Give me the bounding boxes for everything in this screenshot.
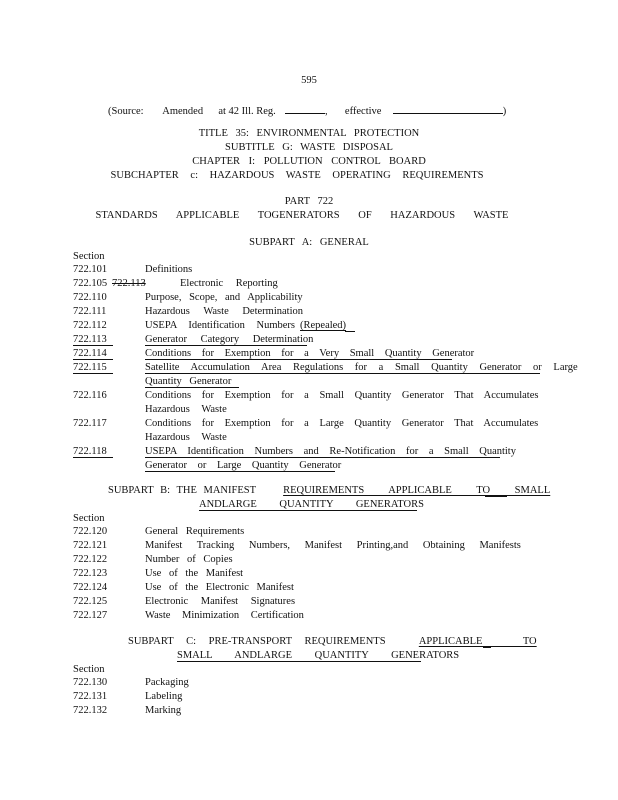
- subpart-a-heading: SUBPART A: GENERAL: [249, 237, 369, 248]
- underline-rule: [177, 661, 421, 662]
- source-effective: effective: [344, 106, 382, 117]
- section-title: General Requirements: [145, 526, 245, 537]
- section-title: Labeling: [145, 691, 183, 702]
- section-title: Packaging: [145, 677, 189, 688]
- subpart-b-heading-line2: ANDLARGE QUANTITY GENERATORS: [199, 499, 424, 510]
- section-title: Marking: [145, 705, 182, 716]
- section-title: Use of the Manifest: [145, 568, 244, 579]
- section-title: USEPA Identification Numbers: [145, 320, 296, 331]
- section-title: Electronic Manifest Signatures: [145, 596, 296, 607]
- subpart-b-heading-amended: REQUIREMENTS APPLICABLE TO SMALL: [283, 485, 551, 496]
- subpart-b-heading-prefix: SUBPART B: THE MANIFEST: [108, 485, 256, 496]
- source-prefix: (Source:: [108, 106, 144, 117]
- section-title: Electronic Reporting: [180, 278, 278, 289]
- section-label: Section: [73, 251, 105, 262]
- title-heading: TITLE 35: ENVIRONMENTAL PROTECTION: [198, 128, 420, 139]
- section-number: 722.127: [73, 610, 108, 621]
- underline-rule: [73, 457, 113, 458]
- underline-rule: [485, 496, 507, 497]
- section-number: 722.113: [73, 334, 107, 345]
- section-title: Use of the Electronic Manifest: [145, 582, 294, 593]
- underline-rule: [73, 345, 113, 346]
- section-number: 722.115: [73, 362, 107, 373]
- source-suffix: ): [502, 106, 507, 117]
- section-title: Conditions for Exemption for a Very Small Quantity Generator: [145, 348, 475, 359]
- source-reg: at 42 Ill. Reg.: [218, 106, 276, 117]
- subpart-c-heading: [128, 635, 537, 648]
- section-label: Section: [73, 513, 105, 524]
- section-title: Satellite Accumulation Area Regulations for a Small Quantity Generator or Large: [145, 362, 578, 373]
- section-number: 722.110: [73, 292, 107, 303]
- underline-rule: [73, 373, 113, 374]
- section-number: 722.125: [73, 596, 108, 607]
- source-amended: Amended: [162, 106, 204, 117]
- repealed-note: (Repealed): [300, 320, 347, 331]
- section-title: Conditions for Exemption for a Large Quantity Generator That Accumulates: [145, 418, 539, 429]
- section-number: 722.120: [73, 526, 108, 537]
- source-line: (Source: Amended at 42 Ill. Reg. , effective ): [108, 102, 506, 118]
- subtitle-heading: SUBTITLE G: WASTE DISPOSAL: [225, 142, 393, 153]
- subpart-c-heading-prefix: SUBPART C: PRE-TRANSPORT REQUIREMENTS: [128, 636, 386, 647]
- subpart-c-heading-line2: SMALL ANDLARGE QUANTITY GENERATORS: [177, 650, 460, 661]
- section-title: Conditions for Exemption for a Small Quantity Generator That Accumulates: [145, 390, 539, 401]
- underline-rule: [345, 331, 355, 332]
- section-number: 722.124: [73, 582, 108, 593]
- underline-rule: [199, 510, 417, 511]
- part-number: PART 722: [284, 196, 334, 207]
- section-number: 722.123: [73, 568, 108, 579]
- section-number: 722.111: [73, 306, 107, 317]
- section-number: 722.130: [73, 677, 108, 688]
- section-number: 722.118: [73, 446, 107, 457]
- section-number: 722.114: [73, 348, 107, 359]
- underline-rule: [145, 457, 500, 458]
- section-number: 722.101: [73, 264, 108, 275]
- section-number: 722.105: [73, 278, 108, 289]
- section-title: Purpose, Scope, and Applicability: [145, 292, 303, 303]
- section-title-continued: Hazardous Waste: [145, 432, 227, 443]
- underline-rule: [145, 471, 335, 472]
- section-number: 722.132: [73, 705, 108, 716]
- section-number: 722.112: [73, 320, 107, 331]
- struck-section-number: 722.113: [112, 278, 146, 289]
- underline-rule: [145, 387, 239, 388]
- subpart-c-heading-amended: APPLICABLE TO: [418, 636, 537, 647]
- subchapter-heading: SUBCHAPTER c: HAZARDOUS WASTE OPERATING REQUIREMENTS: [110, 170, 484, 181]
- section-title-continued: Generator or Large Quantity Generator: [145, 460, 342, 471]
- register-page-blank: [285, 102, 325, 114]
- section-number: 722.131: [73, 691, 108, 702]
- part-title: STANDARDS APPLICABLE TOGENERATORS OF HAZARDOUS WASTE: [95, 210, 509, 221]
- underline-rule: [73, 359, 113, 360]
- section-title: Manifest Tracking Numbers, Manifest Printing,and Obtaining Manifests: [145, 540, 521, 551]
- page-number: 595: [301, 75, 317, 86]
- underline-rule: [145, 345, 307, 346]
- section-title: Hazardous Waste Determination: [145, 306, 303, 317]
- chapter-heading: CHAPTER I: POLLUTION CONTROL BOARD: [192, 156, 426, 167]
- section-title: USEPA Identification Numbers and Re-Notification for a Small Quantity: [145, 446, 516, 457]
- section-title: Waste Minimization Certification: [145, 610, 304, 621]
- section-title: Number of Copies: [145, 554, 233, 565]
- section-title-continued: Quantity Generator: [145, 376, 232, 387]
- effective-date-blank: [393, 102, 503, 114]
- underline-rule: [483, 647, 491, 648]
- subpart-b-heading: [108, 484, 550, 497]
- section-number: 722.122: [73, 554, 108, 565]
- section-title: Generator Category Determination: [145, 334, 314, 345]
- section-number: 722.117: [73, 418, 107, 429]
- underline-rule: [145, 373, 540, 374]
- section-title-continued: Hazardous Waste: [145, 404, 227, 415]
- section-label: Section: [73, 664, 105, 675]
- section-number: 722.121: [73, 540, 108, 551]
- section-title: Definitions: [145, 264, 193, 275]
- underline-rule: [145, 359, 452, 360]
- section-number: 722.116: [73, 390, 107, 401]
